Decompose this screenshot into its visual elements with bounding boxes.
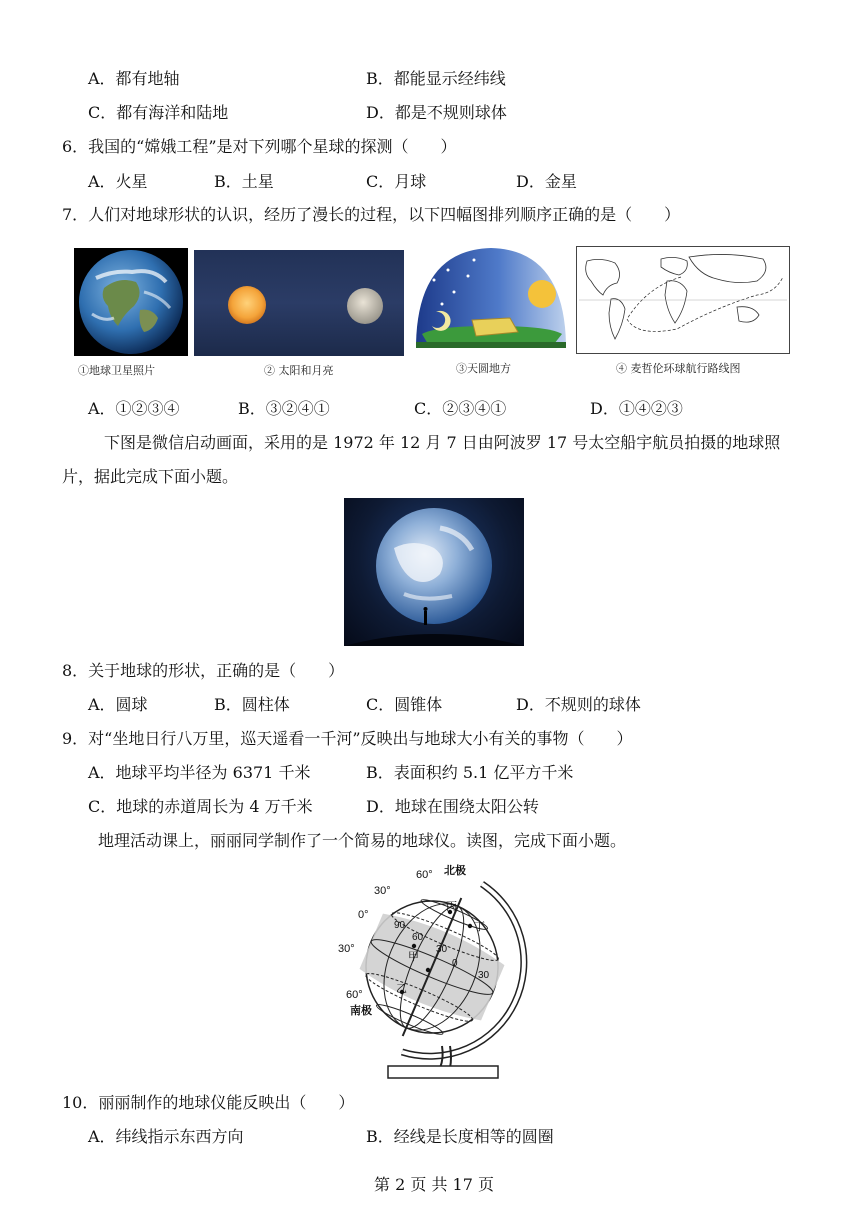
globe-inner-0: 0 xyxy=(452,958,458,969)
q7-option-d: D．①④②③ xyxy=(590,399,683,418)
wechat-earth-photo xyxy=(344,498,524,646)
q6-option-a: A．火星 xyxy=(88,172,148,191)
q5-option-d: D．都是不规则球体 xyxy=(366,103,507,122)
q8-option-b: B．圆柱体 xyxy=(214,695,290,714)
figure-3-caption: ③天圆地方 xyxy=(456,362,511,375)
globe-point-yi: 乙 xyxy=(396,983,407,995)
globe-inner-30a: 30 xyxy=(436,944,448,955)
globe-point-ding: 丁 xyxy=(474,921,485,933)
q10-option-b: B．经线是长度相等的圆圈 xyxy=(366,1127,554,1146)
sun-and-moon-photo xyxy=(194,250,404,356)
globe-label-lat60n: 60° xyxy=(416,869,433,881)
q10-option-a: A．纬线指示东西方向 xyxy=(88,1127,244,1146)
figure-2-caption: ② 太阳和月亮 xyxy=(264,364,334,377)
q7-option-a: A．①②③④ xyxy=(88,399,180,418)
globe-label-lat30n: 30° xyxy=(374,885,391,897)
q9-option-d: D．地球在围绕太阳公转 xyxy=(366,797,539,816)
q8-stem: 8．关于地球的形状，正确的是（ ） xyxy=(62,661,345,680)
q5-option-c: C．都有海洋和陆地 xyxy=(88,103,229,122)
magellan-route-map xyxy=(576,246,790,354)
globe-label-lat0: 0° xyxy=(358,909,369,921)
q7-option-c: C．②③④① xyxy=(414,399,507,418)
q9-option-b: B．表面积约 5.1 亿平方千米 xyxy=(366,763,574,782)
q9-option-a: A．地球平均半径为 6371 千米 xyxy=(88,763,311,782)
q5-option-b: B．都能显示经纬线 xyxy=(366,69,506,88)
q6-stem: 6．我国的“嫦娥工程”是对下列哪个星球的探测（ ） xyxy=(62,137,457,156)
round-sky-square-earth-figure xyxy=(414,246,568,354)
q7-stem: 7．人们对地球形状的认识，经历了漫长的过程，以下四幅图排列顺序正确的是（ ） xyxy=(62,205,681,224)
globe-figure xyxy=(332,862,532,1082)
globe-point-bing: 丙 xyxy=(446,901,457,913)
q9-stem: 9．对“坐地日行八万里，巡天遥看一千河”反映出与地球大小有关的事物（ ） xyxy=(62,729,633,748)
q5-option-a: A．都有地轴 xyxy=(88,69,180,88)
page-footer: 第 2 页 共 17 页 xyxy=(374,1175,494,1194)
globe-inner-60: 60 xyxy=(412,932,424,943)
globe-label-north-pole: 北极 xyxy=(444,865,466,877)
intro-wechat-line2: 片，据此完成下面小题。 xyxy=(62,467,239,486)
q8-option-a: A．圆球 xyxy=(88,695,148,714)
globe-inner-90: 90 xyxy=(394,920,406,931)
figure-4-caption: ④ 麦哲伦环球航行路线图 xyxy=(616,362,741,375)
globe-inner-30b: 30 xyxy=(478,970,490,981)
globe-label-south-pole: 南极 xyxy=(350,1005,372,1017)
q8-option-c: C．圆锥体 xyxy=(366,695,443,714)
figure-1-caption: ①地球卫星照片 xyxy=(78,364,155,377)
globe-point-jia: 甲 xyxy=(408,951,419,963)
q6-option-c: C．月球 xyxy=(366,172,427,191)
globe-label-lat30s: 30° xyxy=(338,943,355,955)
q6-option-d: D．金星 xyxy=(516,172,577,191)
q9-option-c: C．地球的赤道周长为 4 万千米 xyxy=(88,797,313,816)
q10-stem: 10．丽丽制作的地球仪能反映出（ ） xyxy=(62,1093,355,1112)
q8-option-d: D．不规则的球体 xyxy=(516,695,641,714)
globe-label-lat60s: 60° xyxy=(346,989,363,1001)
earth-satellite-photo xyxy=(74,248,188,356)
intro-globe-line: 地理活动课上，丽丽同学制作了一个简易的地球仪。读图，完成下面小题。 xyxy=(98,831,627,850)
q6-option-b: B．土星 xyxy=(214,172,274,191)
q7-option-b: B．③②④① xyxy=(238,399,330,418)
intro-wechat-line1: 下图是微信启动画面，采用的是 1972 年 12 月 7 日由阿波罗 17 号太空船宇航员拍摄的地球照 xyxy=(104,433,781,452)
